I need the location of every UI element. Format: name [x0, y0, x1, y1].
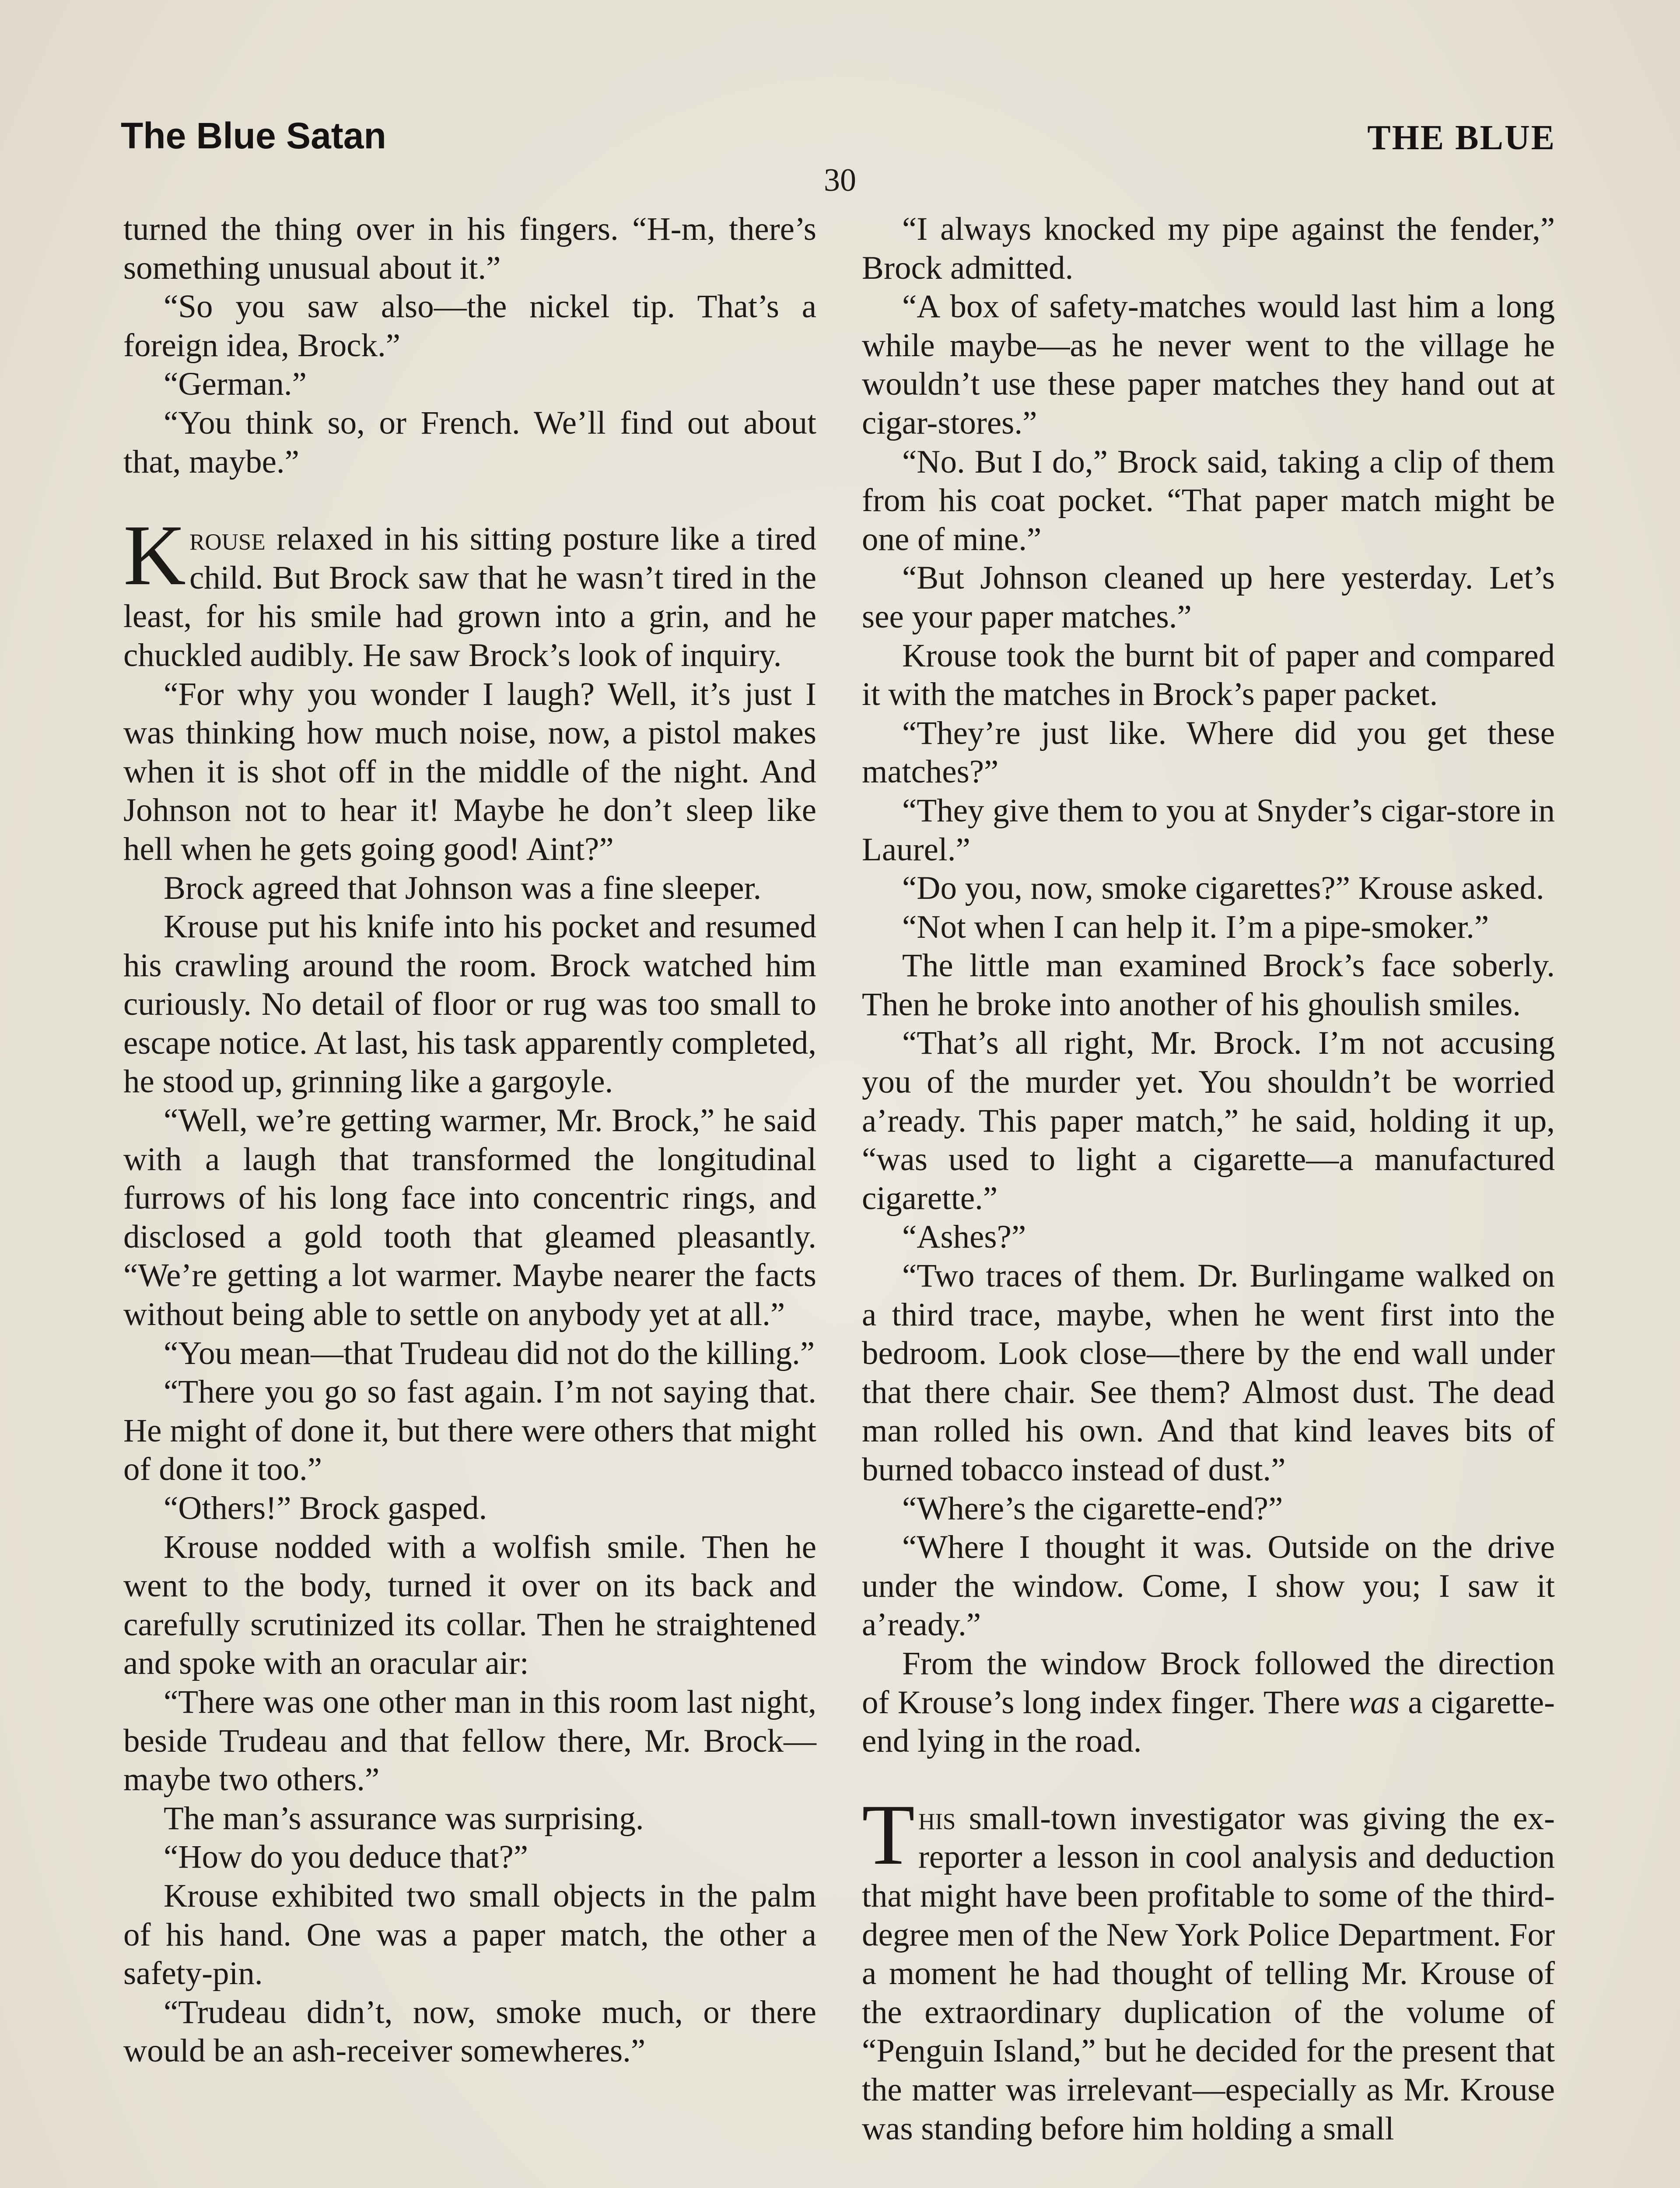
paragraph: turned the thing over in his fingers. “H-m, there’s something unusual about it.” — [123, 211, 816, 286]
section-opening-paragraph — [123, 507, 816, 675]
paragraph: Krouse took the burnt bit of paper and compared it with the matches in Brock’s paper packet. — [862, 637, 1555, 713]
paragraph: “You mean—that Trudeau did not do the killing.” — [164, 1335, 815, 1371]
paragraph: “Not when I can help it. I’m a pipe-smoker.” — [902, 908, 1489, 945]
emphasis: was — [1348, 1684, 1400, 1721]
paragraph: “Where I thought it was. Outside on the drive under the window. Come, I show you; I saw it a’ready.” — [862, 1529, 1555, 1643]
paragraph — [862, 1645, 1555, 1761]
small-caps-lead: rouse — [189, 521, 266, 558]
right-column — [862, 210, 1555, 2148]
paragraph: The little man examined Brock’s face soberly. Then he broke into another of his ghoulish smiles. — [862, 947, 1555, 1023]
paragraph: “No. But I do,” Brock said, taking a clip of them from his coat pocket. “That paper match might be one of mine.” — [862, 443, 1555, 558]
section-opening-paragraph — [862, 1786, 1555, 2148]
paragraph-text: small-town investigator was giving the ex-reporter a lesson in cool analysis and deduction that might have been profitable to some of the third-degree men of the New York Police Department. For a moment he had thought of telling Mr. Krouse of the extraordinary duplication of the volume of “Penguin Island,” but he decided for the present that the matter was irrelevant—especially as Mr. Krouse was standing before him holding a small — [862, 1800, 1555, 2147]
left-column — [123, 210, 816, 2071]
drop-cap: K — [123, 507, 186, 603]
paragraph: “Well, we’re getting warmer, Mr. Brock,” he said with a laugh that transformed the longitudinal furrows of his long face into concentric rings, and disclosed a gold tooth that gleamed pleasantly. “We’re getting a lot warmer. Maybe nearer the facts without being able to settle on anybody yet at all.” — [123, 1102, 816, 1333]
paragraph: “Trudeau didn’t, now, smoke much, or there would be an ash-receiver somewheres.” — [123, 1994, 816, 2069]
paragraph: Brock agreed that Johnson was a fine sleeper. — [164, 870, 762, 906]
paragraph: “Where’s the cigarette-end?” — [902, 1490, 1283, 1527]
paragraph: Krouse nodded with a wolfish smile. Then he went to the body, turned it over on its back and carefully scrutinized its collar. Then he straightened and spoke with an oracular air: — [123, 1529, 816, 1682]
paragraph: “Others!” Brock gasped. — [164, 1490, 487, 1526]
paragraph: The man’s assurance was surprising. — [164, 1800, 644, 1837]
paragraph: “There was one other man in this room last night, beside Trudeau and that fellow there, Mr. Brock—maybe two others.” — [123, 1683, 816, 1798]
paragraph: “A box of safety-matches would last him a long while maybe—as he never went to the village he wouldn’t use these paper matches they hand out at cigar-stores.” — [862, 288, 1555, 441]
paragraph: “Ashes?” — [902, 1219, 1026, 1255]
drop-cap: T — [862, 1786, 915, 1883]
paragraph: “German.” — [164, 366, 307, 403]
paragraph: Krouse put his knife into his pocket and resumed his crawling around the room. Brock watched him curiously. No detail of floor or rug was too small to escape notice. At last, his task apparently completed, he stood up, grinning like a gargoyle. — [123, 908, 816, 1100]
paragraph: “They’re just like. Where did you get these matches?” — [862, 715, 1555, 790]
paragraph: “I always knocked my pipe against the fender,” Brock admitted. — [862, 211, 1555, 286]
page-number: 30 — [824, 162, 856, 198]
small-caps-lead: his — [918, 1800, 956, 1837]
paragraph: “There you go so fast again. I’m not saying that. He might of done it, but there were others that might of done it too.” — [123, 1374, 816, 1488]
paragraph: Krouse exhibited two small objects in the palm of his hand. One was a paper match, the other a safety-pin. — [123, 1877, 816, 1992]
paragraph: “How do you deduce that?” — [164, 1839, 528, 1876]
paragraph: “You think so, or French. We’ll find out about that, maybe.” — [123, 404, 816, 480]
paragraph-text: relaxed in his sitting posture like a tired child. But Brock saw that he wasn’t tired in the least, for his smile had grown into a grin, and he chuckled audibly. He saw Brock’s look of inquiry. — [123, 521, 816, 673]
running-magazine-title: THE BLUE — [1367, 119, 1556, 157]
running-title: The Blue Satan — [121, 115, 386, 156]
paragraph: “So you saw also—the nickel tip. That’s a foreign idea, Brock.” — [123, 288, 816, 364]
paragraph: “But Johnson cleaned up here yesterday. Let’s see your paper matches.” — [862, 560, 1555, 635]
paragraph: “They give them to you at Snyder’s cigar-store in Laurel.” — [862, 792, 1555, 868]
paragraph: “Two traces of them. Dr. Burlingame walked on a third trace, maybe, when he went first into the bedroom. Look close—there by the end wall under that there chair. See them? Almost dust. The dead man rolled his own. And that kind leaves bits of burned tobacco instead of dust.” — [862, 1258, 1555, 1488]
paragraph-text: From the window Brock followed the direction of Krouse’s long index finger. There — [862, 1645, 1555, 1721]
paragraph: “That’s all right, Mr. Brock. I’m not accusing you of the murder yet. You shouldn’t be worried a’ready. This paper match,” he said, holding it up, “was used to light a cigarette—a manufactured cigarette.” — [862, 1025, 1555, 1217]
paragraph: “For why you wonder I laugh? Well, it’s just I was thinking how much noise, now, a pistol makes when it is shot off in the middle of the night. And Johnson not to hear it! Maybe he don’t sleep like hell when he gets going good! Aint?” — [123, 676, 816, 867]
paragraph: “Do you, now, smoke cigarettes?” Krouse asked. — [902, 870, 1544, 907]
paragraph-text: a cigarette-end lying in the road. — [862, 1684, 1555, 1760]
